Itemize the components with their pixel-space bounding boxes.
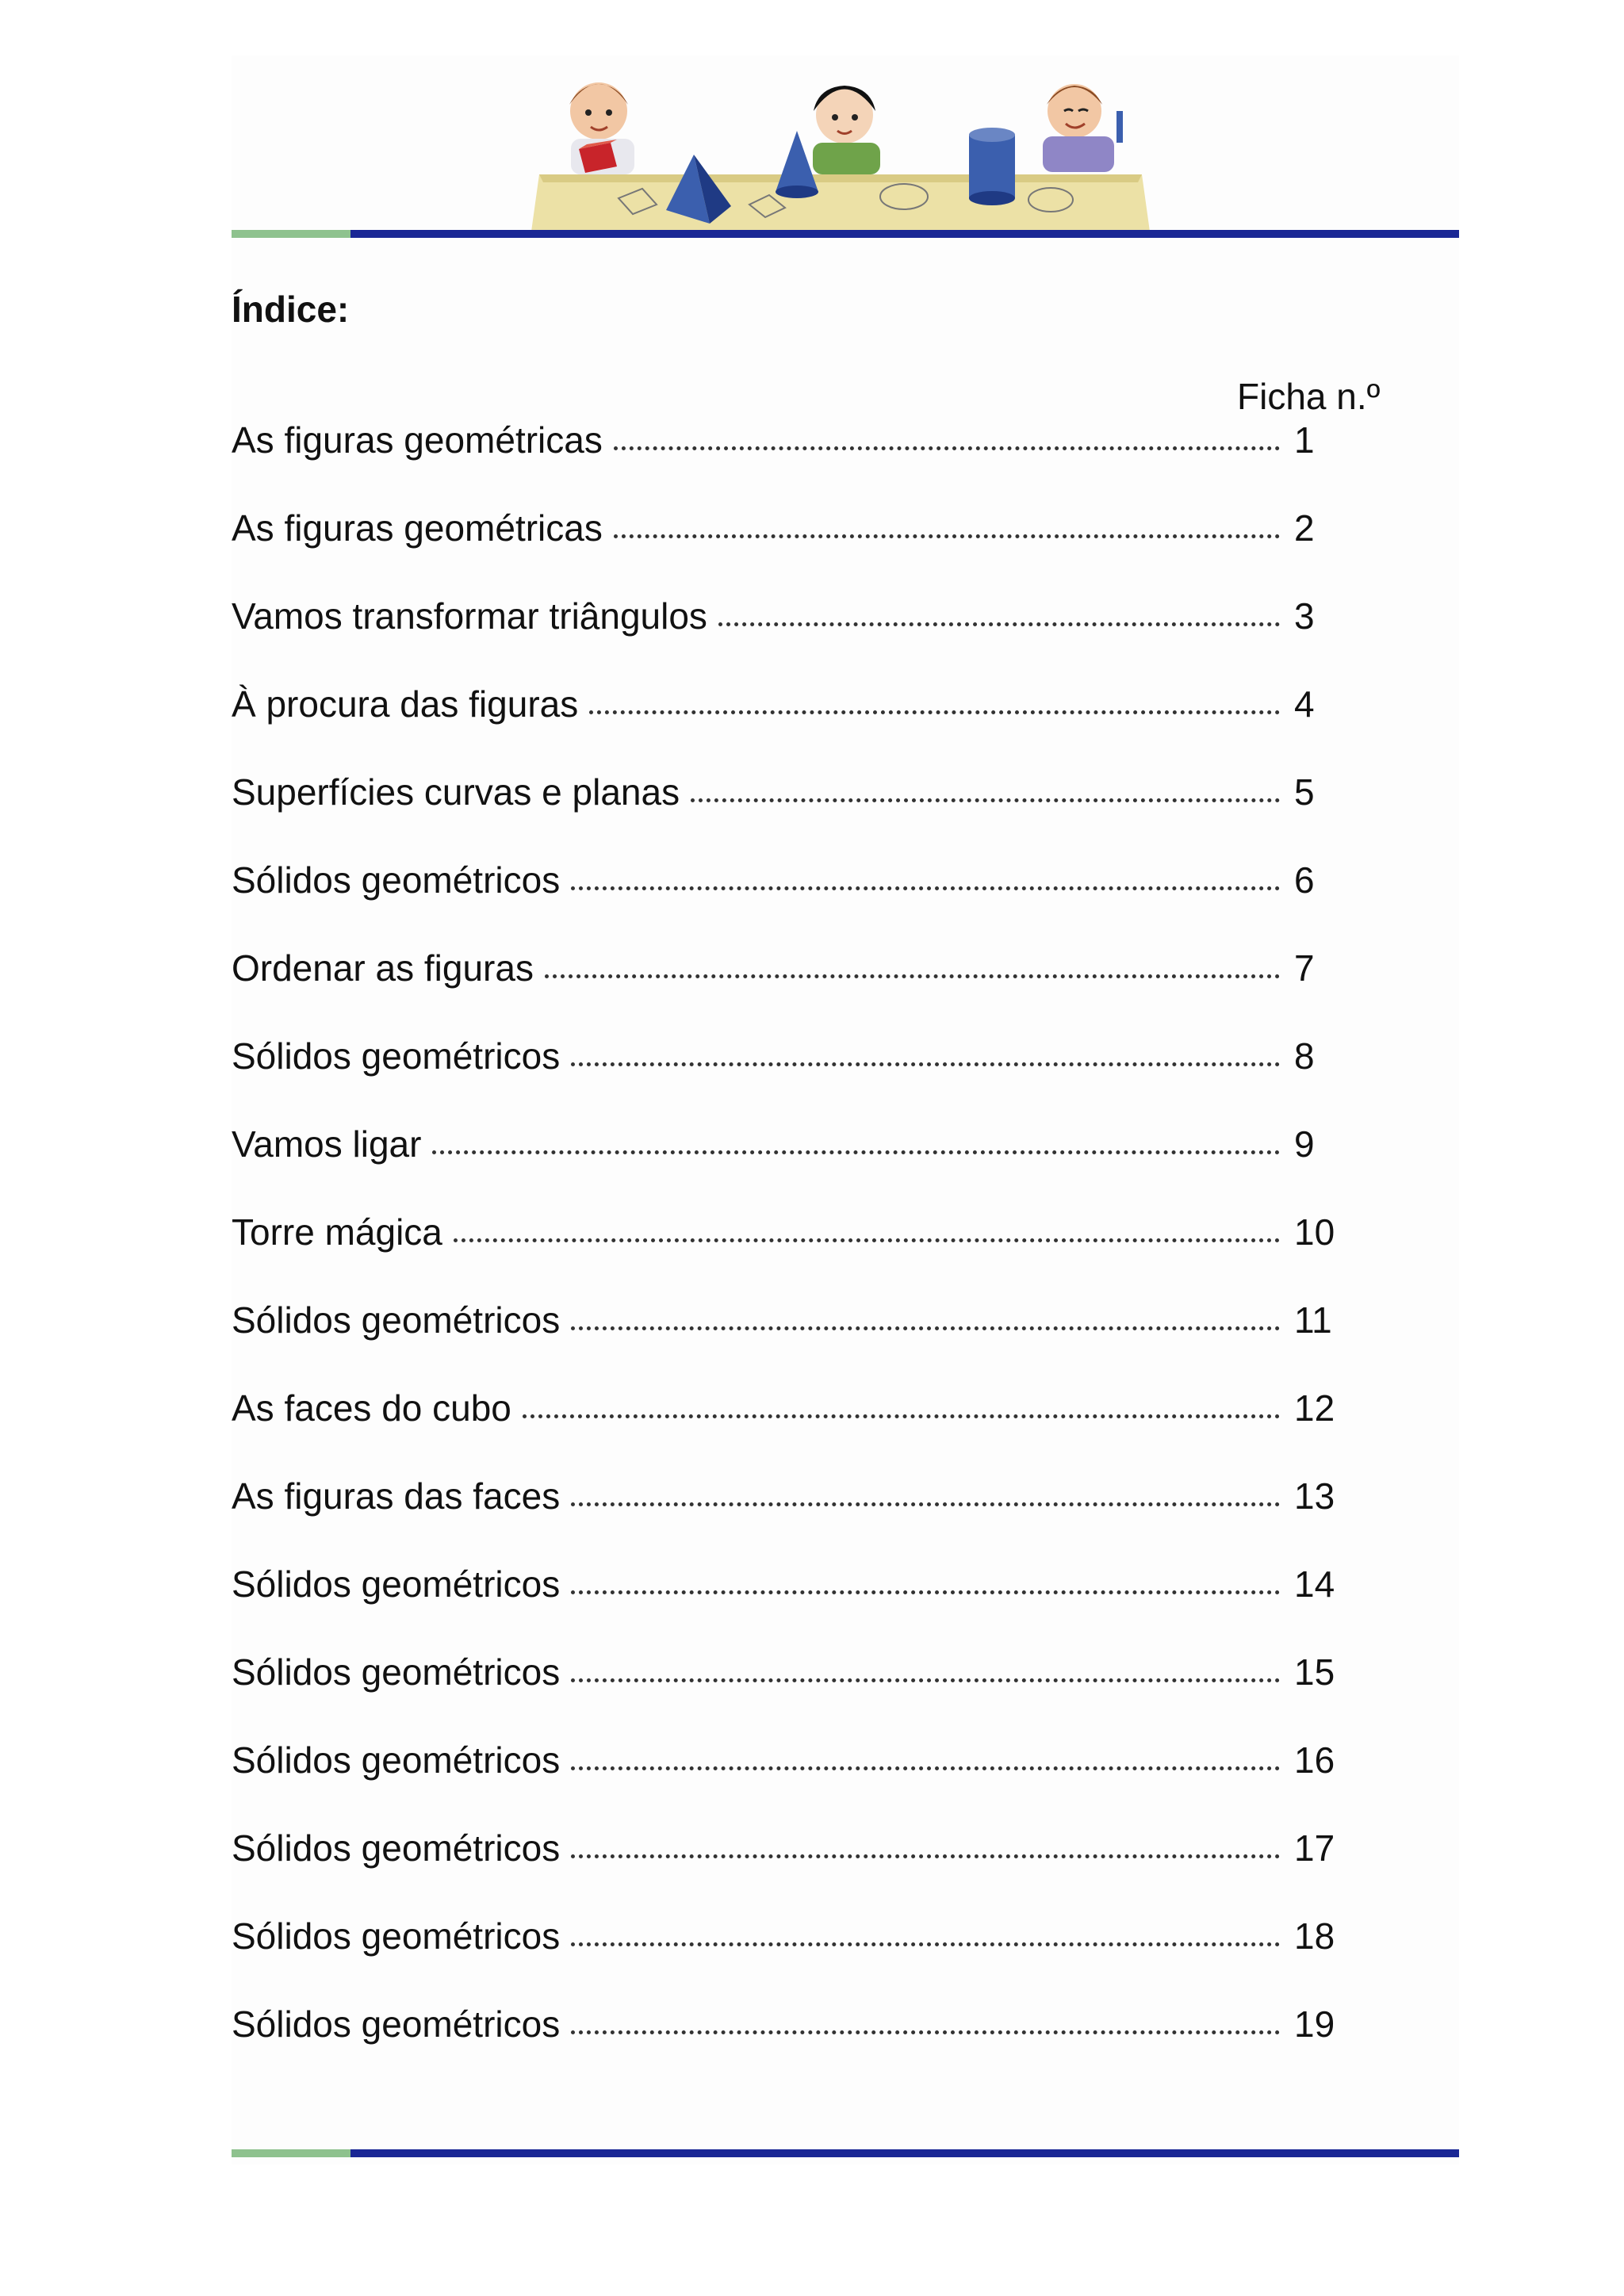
toc-entry-number: 12 xyxy=(1294,1387,1335,1429)
toc-entry-number: 8 xyxy=(1294,1035,1315,1077)
toc-dot-leader xyxy=(432,1150,1280,1154)
toc-entry-label: Torre mágica xyxy=(232,1211,442,1253)
toc-entry-number: 4 xyxy=(1294,683,1315,725)
toc-entry-label: Sólidos geométricos xyxy=(232,1827,561,1869)
toc-entry xyxy=(232,1474,1358,1562)
toc-entry-label: Sólidos geométricos xyxy=(232,1739,561,1781)
toc-entry-label: As figuras geométricas xyxy=(232,419,603,461)
toc-dot-leader xyxy=(571,1678,1280,1682)
toc-entry xyxy=(232,1650,1358,1738)
toc-entry-label: À procura das figuras xyxy=(232,683,579,725)
toc-entry xyxy=(232,1826,1358,1914)
toc-entry-label: Ordenar as figuras xyxy=(232,947,534,989)
toc-entry-number: 18 xyxy=(1294,1915,1335,1957)
toc-entry xyxy=(232,506,1358,594)
toc-entry-number: 14 xyxy=(1294,1563,1335,1605)
toc-entry-label: As faces do cubo xyxy=(232,1387,511,1429)
toc-entry xyxy=(232,1562,1358,1650)
toc-entry-label: Sólidos geométricos xyxy=(232,1035,561,1077)
toc-entry-number: 2 xyxy=(1294,507,1315,549)
toc-dot-leader xyxy=(614,446,1280,450)
toc-dot-leader xyxy=(571,886,1280,890)
header-rule xyxy=(232,230,1459,238)
toc-entry xyxy=(232,858,1358,946)
toc-entry-number: 9 xyxy=(1294,1123,1315,1165)
toc-dot-leader xyxy=(571,1766,1280,1770)
toc-entry-label: Sólidos geométricos xyxy=(232,859,561,901)
toc-entry-number: 7 xyxy=(1294,947,1315,989)
toc-entry-label: Sólidos geométricos xyxy=(232,1563,561,1605)
toc-entry-number: 11 xyxy=(1294,1299,1332,1341)
toc-entry xyxy=(232,1386,1358,1474)
footer-rule-green-segment xyxy=(232,2149,350,2157)
toc-entry-label: Sólidos geométricos xyxy=(232,1299,561,1341)
toc-entry-label: As figuras das faces xyxy=(232,1475,561,1517)
toc-entry-label: Sólidos geométricos xyxy=(232,1915,561,1957)
table-of-contents xyxy=(232,418,1358,2090)
toc-dot-leader xyxy=(589,710,1280,714)
toc-entry xyxy=(232,1914,1358,2002)
toc-dot-leader xyxy=(571,1062,1280,1066)
toc-entry-number: 17 xyxy=(1294,1827,1335,1869)
toc-entry-label: As figuras geométricas xyxy=(232,507,603,549)
toc-entry-number: 5 xyxy=(1294,771,1315,813)
toc-dot-leader xyxy=(545,974,1280,978)
toc-dot-leader xyxy=(454,1238,1280,1242)
page-title: Índice: xyxy=(232,289,350,330)
toc-entry-label: Vamos transformar triângulos xyxy=(232,595,707,637)
toc-entry xyxy=(232,770,1358,858)
column-header-ficha: Ficha n.º xyxy=(1237,376,1381,417)
toc-entry-number: 1 xyxy=(1294,419,1315,461)
footer-rule xyxy=(232,2149,1459,2157)
toc-entry-number: 13 xyxy=(1294,1475,1335,1517)
toc-entry xyxy=(232,1122,1358,1210)
toc-entry-number: 19 xyxy=(1294,2003,1335,2045)
toc-entry-number: 15 xyxy=(1294,1651,1335,1693)
toc-entry-number: 16 xyxy=(1294,1739,1335,1781)
header-rule-green-segment xyxy=(232,230,350,238)
toc-entry xyxy=(232,1034,1358,1122)
toc-entry-number: 3 xyxy=(1294,595,1315,637)
toc-entry xyxy=(232,2002,1358,2090)
toc-entry xyxy=(232,946,1358,1034)
toc-dot-leader xyxy=(571,1326,1280,1330)
toc-dot-leader xyxy=(571,1502,1280,1506)
header-rule-blue-segment xyxy=(350,230,1459,238)
toc-entry xyxy=(232,1738,1358,1826)
toc-entry xyxy=(232,1298,1358,1386)
toc-entry-label: Vamos ligar xyxy=(232,1123,422,1165)
toc-entry-label: Superfícies curvas e planas xyxy=(232,771,680,813)
toc-dot-leader xyxy=(571,1942,1280,1946)
toc-entry-label: Sólidos geométricos xyxy=(232,2003,561,2045)
toc-entry-number: 10 xyxy=(1294,1211,1335,1253)
toc-entry xyxy=(232,682,1358,770)
footer-rule-blue-segment xyxy=(350,2149,1459,2157)
toc-dot-leader xyxy=(571,1590,1280,1594)
toc-dot-leader xyxy=(614,534,1280,538)
toc-entry-label: Sólidos geométricos xyxy=(232,1651,561,1693)
toc-dot-leader xyxy=(571,1854,1280,1858)
toc-entry xyxy=(232,1210,1358,1298)
children-geometric-solids-illustration xyxy=(523,55,1158,232)
toc-dot-leader xyxy=(718,622,1280,626)
toc-entry-number: 6 xyxy=(1294,859,1315,901)
toc-dot-leader xyxy=(523,1414,1280,1418)
toc-entry xyxy=(232,418,1358,506)
toc-dot-leader xyxy=(571,2030,1280,2034)
toc-entry xyxy=(232,594,1358,682)
toc-dot-leader xyxy=(691,798,1280,802)
